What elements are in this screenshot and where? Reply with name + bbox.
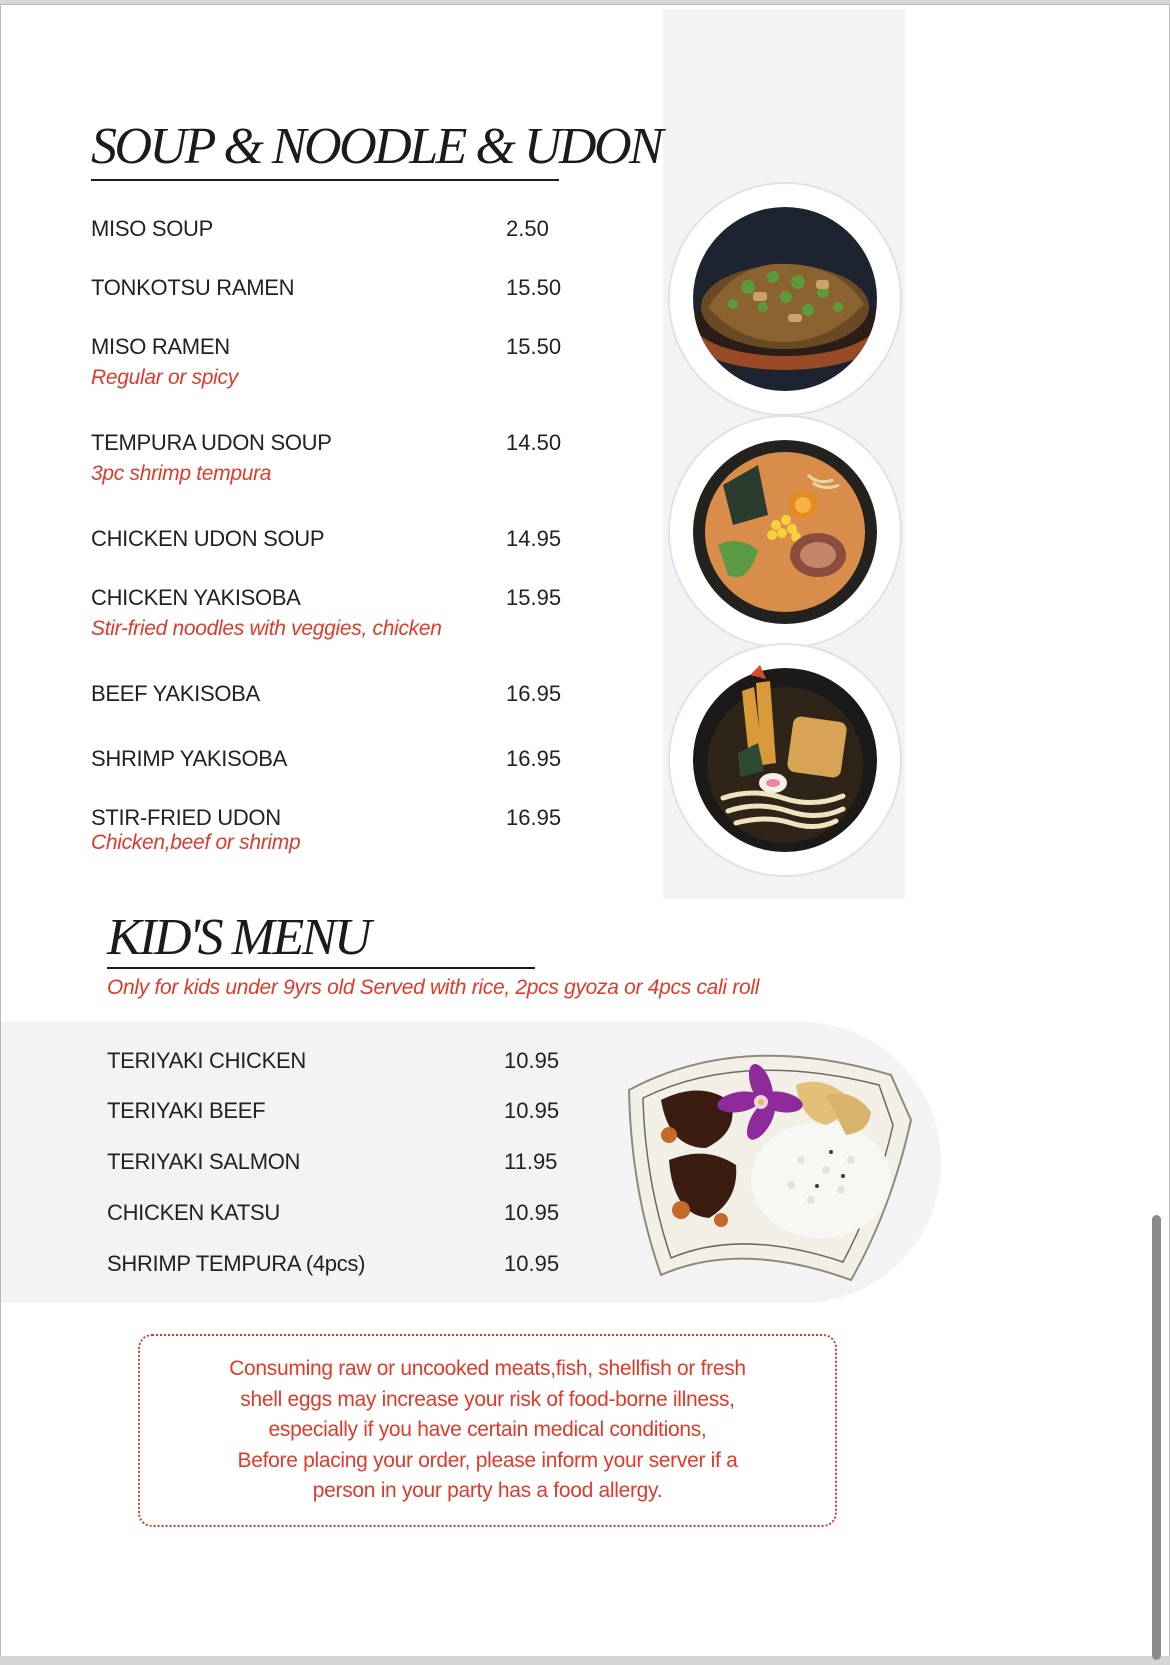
soup-title-underline — [91, 179, 559, 181]
kids-bento-plate-icon — [621, 1040, 921, 1285]
menu-item-name: CHICKEN UDON SOUP — [91, 526, 325, 551]
menu-item-price: 11.95 — [504, 1149, 558, 1174]
menu-item-name: TERIYAKI BEEF — [107, 1098, 266, 1123]
menu-item-price: 2.50 — [506, 216, 549, 241]
menu-item-name: TERIYAKI SALMON — [107, 1149, 301, 1174]
menu-item-name: TONKOTSU RAMEN — [91, 275, 295, 300]
menu-item-name: CHICKEN YAKISOBA — [91, 585, 301, 610]
menu-item-name: STIR-FRIED UDON — [91, 805, 281, 830]
menu-item-name: TEMPURA UDON SOUP — [91, 430, 332, 455]
tempura-udon-photo — [668, 643, 902, 877]
menu-item-name: MISO SOUP — [91, 216, 213, 241]
warning-line: Consuming raw or uncooked meats,fish, shellfish or fresh — [229, 1357, 746, 1381]
yakisoba-photo — [668, 182, 902, 416]
menu-item-name: SHRIMP YAKISOBA — [91, 746, 288, 771]
menu-item-note: Chicken,beef or shrimp — [91, 831, 301, 854]
soup-section-title: SOUP & NOODLE & UDON — [91, 118, 662, 175]
menu-item-name: MISO RAMEN — [91, 334, 230, 359]
menu-item-note: Regular or spicy — [91, 366, 238, 389]
menu-item-price: 16.95 — [506, 681, 562, 706]
tempura-udon-bowl-icon — [678, 653, 892, 867]
vertical-scrollbar-thumb[interactable] — [1152, 1215, 1161, 1660]
menu-item-name: SHRIMP TEMPURA (4pcs) — [107, 1251, 366, 1276]
menu-page — [0, 4, 1170, 1656]
menu-item-price: 10.95 — [504, 1048, 560, 1073]
kids-bento-photo — [621, 1040, 921, 1285]
food-safety-warning — [138, 1334, 837, 1527]
menu-item-price: 15.95 — [506, 585, 562, 610]
kids-section-title: KID'S MENU — [107, 909, 369, 966]
ramen-photo — [668, 415, 902, 649]
menu-item-price: 10.95 — [504, 1098, 560, 1123]
menu-item-price: 15.50 — [506, 275, 562, 300]
warning-line: person in your party has a food allergy. — [312, 1479, 663, 1503]
warning-line: Before placing your order, please inform your server if a — [237, 1448, 738, 1472]
menu-item-price: 14.95 — [506, 526, 562, 551]
kids-section-subtitle: Only for kids under 9yrs old Served with rice, 2pcs gyoza or 4pcs cali roll — [107, 976, 760, 999]
menu-item-note: Stir-fried noodles with veggies, chicken — [91, 617, 442, 640]
warning-line: shell eggs may increase your risk of food-borne illness, — [240, 1387, 735, 1411]
ramen-bowl-icon — [678, 425, 892, 639]
yakisoba-plate-icon — [678, 192, 892, 406]
menu-item-name: BEEF YAKISOBA — [91, 681, 260, 706]
warning-line: especially if you have certain medical conditions, — [268, 1418, 707, 1442]
kids-title-underline — [107, 967, 535, 969]
menu-item-name: TERIYAKI CHICKEN — [107, 1048, 306, 1073]
menu-item-price: 14.50 — [506, 430, 562, 455]
menu-item-price: 15.50 — [506, 334, 562, 359]
menu-item-price: 16.95 — [506, 805, 562, 830]
menu-item-price: 16.95 — [506, 746, 562, 771]
menu-item-price: 10.95 — [504, 1200, 560, 1225]
menu-item-note: 3pc shrimp tempura — [91, 462, 272, 485]
menu-item-price: 10.95 — [504, 1251, 560, 1276]
menu-item-name: CHICKEN KATSU — [107, 1200, 280, 1225]
